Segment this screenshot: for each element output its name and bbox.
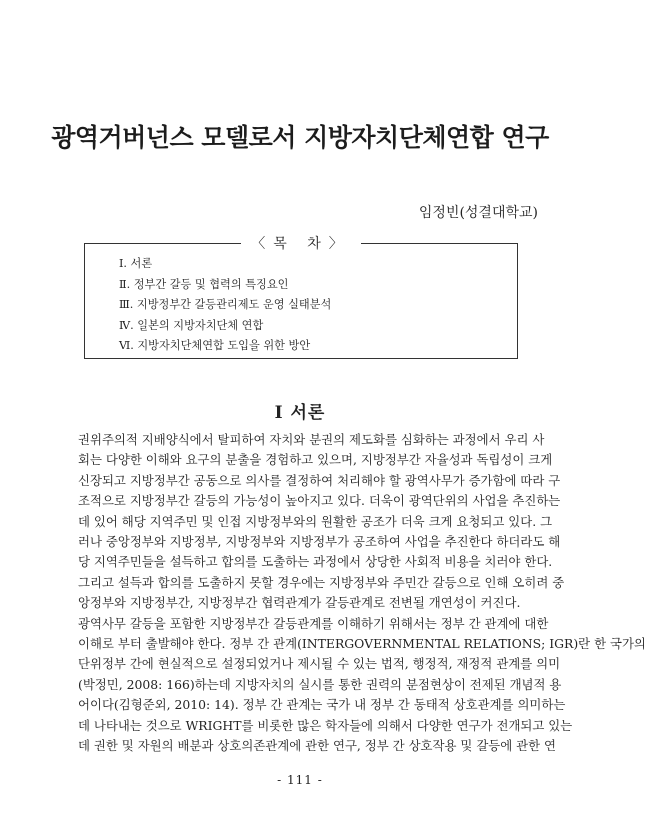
body-line: 데 있어 해당 지역주민 및 인접 지방정부와의 원활한 공조가 더욱 크게 요청되고 있다. 그 <box>78 513 553 529</box>
toc-list <box>119 254 331 357</box>
body-line: 당 지역주민들을 설득하고 합의를 도출하는 과정에서 상당한 사회적 비용을 치러야 한다. <box>78 554 553 570</box>
body-line: 어이다(김형준외, 2010: 14). 정부 간 관계는 국가 내 정부 간 동태적 상호관계를 의미하는 <box>78 697 566 713</box>
paper-title: 광역거버넌스 모델로서 지방자치단체연합 연구 <box>51 123 549 152</box>
body-line: 신장되고 지방정부간 공동으로 의사를 결정하여 처리해야 할 광역사무가 증가함에 따라 구 <box>78 472 561 488</box>
page-number: - 111 - <box>277 773 323 787</box>
body-line: 회는 다양한 이해와 요구의 분출을 경험하고 있으며, 지방정부간 자율성과 독립성이 크게 <box>78 452 553 468</box>
toc-header <box>85 233 517 253</box>
body-line: 조적으로 지방정부간 갈등의 가능성이 높아지고 있다. 더욱이 광역단위의 사업을 추진하는 <box>78 493 561 509</box>
toc-item: Ⅵ. 지방자치단체연합 도입을 위한 방안 <box>119 339 311 352</box>
body-line: 이해로 부터 출발해야 한다. 정부 간 관계(INTERGOVERNMENTAL RELATIONS; IGR)란 한 국가의 <box>78 636 646 652</box>
table-of-contents <box>84 236 518 359</box>
toc-item: Ⅰ. 서론 <box>119 257 153 270</box>
body-line: 데 권한 및 자원의 배분과 상호의존관계에 관한 연구, 정부 간 상호작용 및 갈등에 관한 연 <box>78 738 557 754</box>
body-line: 단위정부 간에 현실적으로 설정되었거나 제시될 수 있는 법적, 행정적, 재정적 관계를 의미 <box>78 656 561 672</box>
body-line: 그리고 설득과 합의를 도출하지 못할 경우에는 지방정부와 주민간 갈등으로 인해 오히려 중 <box>78 574 565 590</box>
body-line: 데 나타내는 것으로 WRIGHT를 비롯한 많은 학자들에 의해서 다양한 연구가 전개되고 있는 <box>78 717 573 733</box>
toc-item: Ⅲ. 지방정부간 갈등관리제도 운영 실태분석 <box>119 298 332 311</box>
body-text <box>78 430 646 757</box>
toc-item: Ⅱ. 정부간 갈등 및 협력의 특징요인 <box>119 277 289 291</box>
body-line: (박정민, 2008: 166)하는데 지방자치의 실시를 통한 권력의 분점현상이 전제된 개념적 용 <box>78 676 562 692</box>
body-line: 앙정부와 지방정부간, 지방정부간 협력관계가 갈등관계로 전변될 개연성이 커진다. <box>78 595 521 611</box>
author-affiliation: 임정빈(성결대학교) <box>418 205 538 221</box>
section-heading: Ⅰ 서론 <box>274 403 326 423</box>
toc-item: Ⅳ. 일본의 지방자치단체 연합 <box>119 318 264 332</box>
body-line: 러나 중앙정부와 지방정부, 지방정부와 지방정부가 공조하여 사업을 추진한다 하더라도 해 <box>78 534 561 550</box>
body-line: 광역사무 갈등을 포함한 지방정부간 갈등관계를 이해하기 위해서는 정부 간 관계에 대한 <box>78 615 549 631</box>
toc-header-label: 〈목 차〉 <box>241 236 361 252</box>
body-line: 권위주의적 지배양식에서 탈피하여 자치와 분권의 제도화를 심화하는 과정에서 우리 사 <box>78 432 545 447</box>
